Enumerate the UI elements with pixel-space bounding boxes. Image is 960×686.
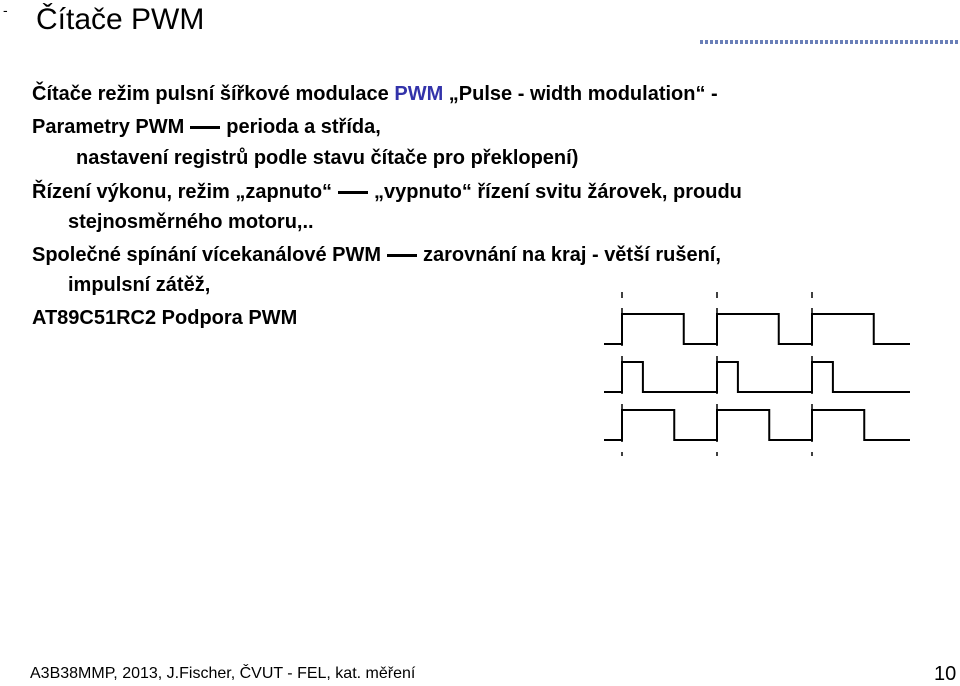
- bullet-at89c51rc2: AT89C51RC2 Podpora PWM: [32, 307, 298, 329]
- bullet-parameters-rest: perioda a střída,: [226, 116, 381, 138]
- bullet-power-control-text: Řízení výkonu, režim „zapnuto“: [32, 181, 333, 203]
- slide-title: Čítače PWM: [36, 3, 205, 36]
- bullet-multichannel-text: Společné spínání vícekanálové PWM: [32, 244, 382, 266]
- dash-separator: [338, 191, 368, 194]
- channel-1-waveform: [604, 314, 910, 344]
- bullet-power-control-cont: stejnosměrného motoru,..: [68, 211, 314, 233]
- footer-course: A3B38MMP, 2013, J.Fischer, ČVUT - FEL, kat. měření: [30, 665, 416, 682]
- bullet-parameters-text: Parametry PWM: [32, 116, 185, 138]
- wave-lines: [604, 314, 910, 440]
- page-number: 10: [934, 663, 957, 685]
- dash-separator: [387, 254, 417, 257]
- bullet-parameters: [32, 115, 381, 139]
- channel-2-waveform: [604, 362, 910, 392]
- bullet-power-control: [32, 180, 742, 204]
- bullet-power-control-rest: „vypnuto“ řízení svitu žárovek, proudu: [374, 181, 742, 203]
- bullet-multichannel-rest: zarovnání na kraj - větší rušení,: [423, 244, 721, 266]
- channel-3-waveform: [604, 410, 910, 440]
- pwm-waveform-diagram: [600, 290, 920, 460]
- bullet-pwm-mode-text: Čítače režim pulsní šířkové modulace: [32, 83, 395, 105]
- bullet-multichannel-cont: impulsní zátěž,: [68, 274, 211, 296]
- corner-mark: -: [3, 2, 8, 18]
- bullet-parameters-cont: nastavení registrů podle stavu čítače pro překlopení): [76, 147, 579, 169]
- dash-separator: [190, 126, 220, 129]
- bullet-multichannel: [32, 243, 721, 267]
- bullet-pwm-mode-rest: „Pulse - width modulation“ -: [443, 83, 718, 105]
- pwm-accent-word: PWM: [394, 83, 444, 105]
- bullet-pwm-mode: [32, 82, 718, 106]
- header-rule: [700, 40, 958, 44]
